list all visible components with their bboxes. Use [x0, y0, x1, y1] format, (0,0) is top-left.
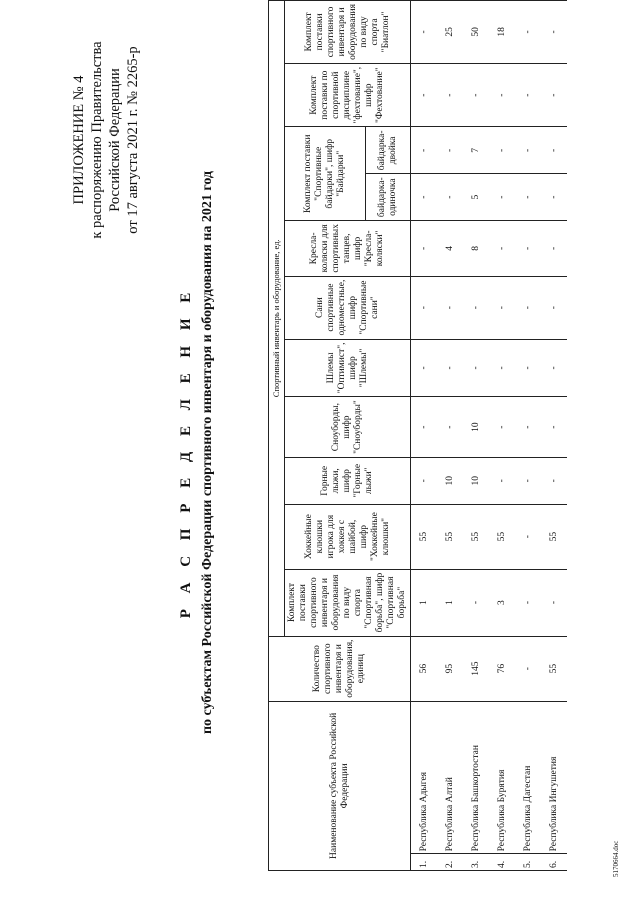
file-reference: 5170664.doc [612, 840, 620, 877]
appendix-number: ПРИЛОЖЕНИЕ № 4 [71, 75, 87, 205]
value-cell: - [463, 569, 489, 636]
subject-name-cell: Республика Адыгея [411, 701, 438, 854]
value-cell: - [411, 174, 438, 221]
value-cell: - [411, 1, 438, 64]
value-cell: - [489, 276, 515, 339]
table-body [411, 1, 568, 871]
appendix-block [70, 30, 142, 250]
value-cell: - [541, 127, 567, 174]
row-number: 3. [463, 854, 489, 871]
value-cell: - [541, 457, 567, 504]
row-number: 2. [437, 854, 463, 871]
value-cell: - [437, 63, 463, 127]
subject-name-cell: Республика Башкортостан [463, 701, 489, 854]
value-cell: - [515, 174, 541, 221]
header-wheelchairs: Кресла-коляски для спортивных танцев, шифр "Кресла-коляски" [285, 221, 411, 277]
value-cell: - [437, 397, 463, 458]
value-cell: 55 [463, 504, 489, 569]
row-number: 5. [515, 854, 541, 871]
value-cell: 5 [463, 174, 489, 221]
value-cell: 4 [437, 221, 463, 277]
table-row [515, 1, 541, 871]
header-helmets: Шлемы "Оптимист", шифр "Шлемы" [285, 339, 411, 397]
value-cell: - [541, 276, 567, 339]
header-subject-name: Наименование субъекта Российской Федерации [269, 701, 411, 870]
value-cell: - [411, 339, 438, 397]
header-wrestling: Комплект поставки спортивного инвентаря и оборудования по виду спорта "Спортивная борьба", шифр "Спортивная борьба" [285, 569, 411, 636]
value-cell: - [541, 63, 567, 127]
value-cell: - [515, 339, 541, 397]
value-cell: - [515, 127, 541, 174]
subject-name-cell: Республика Ингушетия [541, 701, 567, 854]
value-cell: 10 [463, 397, 489, 458]
appendix-line-2: к распоряжению Правительства [89, 41, 105, 239]
table-row [437, 1, 463, 871]
header-equipment-group: Спортивный инвентарь и оборудование, ед. [269, 1, 285, 637]
value-cell: - [437, 276, 463, 339]
value-cell: - [541, 174, 567, 221]
subject-name-cell: Республика Алтай [437, 701, 463, 854]
value-cell: 25 [437, 1, 463, 64]
value-cell: - [411, 397, 438, 458]
value-cell: 8 [463, 221, 489, 277]
value-cell: - [489, 63, 515, 127]
value-cell: - [411, 457, 438, 504]
value-cell: 7 [463, 127, 489, 174]
value-cell: 10 [437, 457, 463, 504]
value-cell: - [515, 457, 541, 504]
value-cell: - [515, 569, 541, 636]
document-title: Р А С П Р Е Д Е Л Е Н И Е [178, 286, 194, 619]
header-kayak-double: байдарка-двойка [366, 127, 411, 174]
row-number: 4. [489, 854, 515, 871]
header-snowboards: Сноуборды, шифр "Сноуборды" [285, 397, 411, 458]
header-quantity: Количество спортивного инвентаря и оборудования, единиц [269, 636, 411, 701]
table-row [463, 1, 489, 871]
value-cell: 55 [541, 636, 567, 701]
document-subtitle: по субъектам Российской Федерации спортивного инвентаря и оборудования на 2021 год [200, 170, 215, 735]
value-cell: - [541, 339, 567, 397]
appendix-line-3: Российской Федерации [107, 68, 123, 212]
table-row [541, 1, 567, 871]
value-cell: 55 [541, 504, 567, 569]
value-cell: 50 [463, 1, 489, 64]
table-row [411, 1, 438, 871]
value-cell: - [515, 636, 541, 701]
value-cell: - [463, 339, 489, 397]
distribution-table [268, 0, 567, 871]
value-cell: - [515, 397, 541, 458]
value-cell: 55 [437, 504, 463, 569]
value-cell: 1 [411, 569, 438, 636]
value-cell: - [541, 1, 567, 64]
value-cell: - [489, 174, 515, 221]
header-kayaks: Комплект поставки "Спортивные байдарки", шифр "Байдарки" [285, 127, 366, 221]
row-number: 1. [411, 854, 438, 871]
value-cell: - [489, 221, 515, 277]
value-cell: - [541, 221, 567, 277]
appendix-date: от 17 августа 2021 г. № 2265-р [125, 46, 141, 234]
header-hockey-sticks: Хоккейные клюшки игрока для хоккея с шайбой, шифр "Хоккейные клюшки" [285, 504, 411, 569]
header-biathlon: Комплект поставки спортивного инвентаря и оборудования по виду спорта "Биатлон" [285, 1, 411, 64]
value-cell: - [411, 63, 438, 127]
value-cell: - [515, 1, 541, 64]
value-cell: - [541, 397, 567, 458]
value-cell: - [489, 339, 515, 397]
value-cell: - [489, 127, 515, 174]
value-cell: 18 [489, 1, 515, 64]
value-cell: - [515, 504, 541, 569]
value-cell: - [515, 221, 541, 277]
subject-name-cell: Республика Дагестан [515, 701, 541, 854]
value-cell: 145 [463, 636, 489, 701]
value-cell: - [515, 63, 541, 127]
value-cell: - [411, 127, 438, 174]
value-cell: - [541, 569, 567, 636]
value-cell: 55 [489, 504, 515, 569]
value-cell: - [437, 127, 463, 174]
value-cell: 55 [411, 504, 438, 569]
value-cell: 1 [437, 569, 463, 636]
value-cell: - [489, 397, 515, 458]
value-cell: - [411, 221, 438, 277]
value-cell: 95 [437, 636, 463, 701]
value-cell: 76 [489, 636, 515, 701]
value-cell: 56 [411, 636, 438, 701]
value-cell: - [515, 276, 541, 339]
value-cell: - [489, 457, 515, 504]
row-number: 6. [541, 854, 567, 871]
value-cell: - [437, 174, 463, 221]
header-fencing: Комплект поставки по спортивной дисциплине "фехтование", шифр "Фехтование" [285, 63, 411, 127]
value-cell: 3 [489, 569, 515, 636]
subject-name-cell: Республика Бурятия [489, 701, 515, 854]
header-kayak-single: байдарка-одиночка [366, 174, 411, 221]
table-row [489, 1, 515, 871]
header-alpine-skis: Горные лыжи, шифр "Горные лыжи" [285, 457, 411, 504]
header-sport-sledges: Сани спортивные одноместные, шифр "Спортивные сани" [285, 276, 411, 339]
value-cell: - [411, 276, 438, 339]
value-cell: 10 [463, 457, 489, 504]
value-cell: - [463, 276, 489, 339]
value-cell: - [437, 339, 463, 397]
value-cell: - [463, 63, 489, 127]
